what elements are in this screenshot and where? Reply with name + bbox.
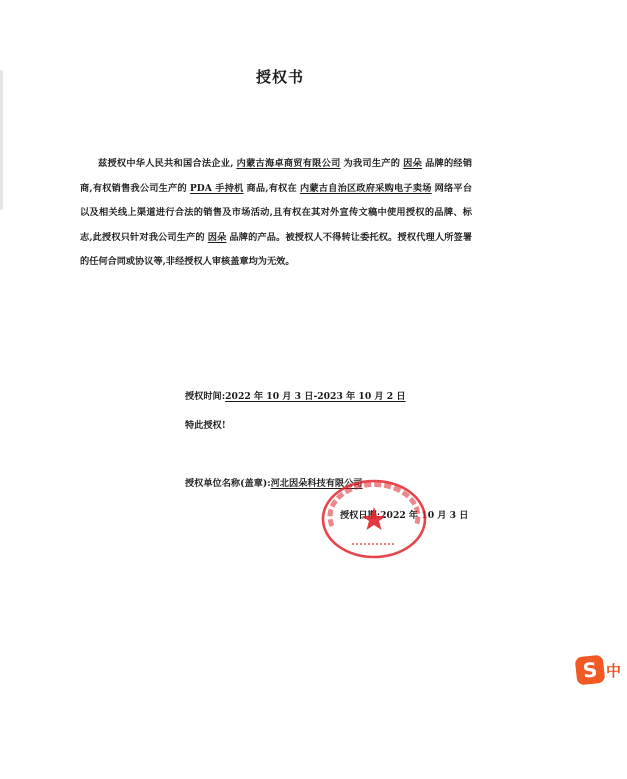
body-sentence-6: 品牌的产品。被授权人不得转让委托权。授权代理人所签署的任何合同或协议等,非经授权人审核盖章均为无效。 bbox=[80, 231, 473, 268]
ime-language-toggle[interactable]: 中 bbox=[606, 661, 622, 680]
body-sentence-2: 为我司生产的 bbox=[343, 158, 401, 169]
brand-name-2: 因朵 bbox=[207, 231, 227, 243]
period-value: 2022 年 10 月 3 日-2023 年 10 月 2 日 bbox=[225, 391, 406, 402]
company-seal-stamp bbox=[318, 478, 430, 560]
document-title: 授权书 bbox=[255, 68, 304, 86]
date-value: 2022 年 10 月 3 日 bbox=[380, 510, 469, 521]
ime-indicator[interactable] bbox=[576, 654, 627, 686]
body-sentence-3: 品牌的经销商,有权销售我公司生产的 bbox=[80, 158, 473, 194]
date-label: 授权日期: bbox=[340, 510, 381, 521]
special-authorization: 特此授权! bbox=[185, 420, 226, 431]
scan-edge-shadow bbox=[0, 70, 3, 210]
grantor-label: 授权单位名称(盖章): bbox=[185, 478, 271, 489]
brand-name: 因朵 bbox=[403, 158, 423, 169]
sogou-ime-icon[interactable]: S bbox=[575, 655, 606, 686]
grantor-name: 河北因朵科技有限公司 bbox=[270, 478, 363, 489]
body-sentence-4: 商品,有权在 bbox=[246, 182, 297, 194]
period-label: 授权时间: bbox=[185, 391, 226, 402]
product-name: PDA 手持机 bbox=[189, 182, 244, 194]
body-sentence-5: 网络平台以及相关线上渠道进行合法的销售及市场活动,且有权在其对外宣传文稿中使用授权的品牌、标志,此授权只针对我公司生产的 bbox=[80, 182, 473, 243]
sales-platform: 内蒙古自治区政府采购电子卖场 bbox=[299, 182, 432, 194]
authorized-company: 内蒙古海卓商贸有限公司 bbox=[236, 158, 341, 169]
body-sentence-1: 兹授权中华人民共和国合法企业, bbox=[98, 158, 234, 169]
document-body bbox=[80, 152, 472, 275]
authorization-period bbox=[185, 388, 406, 402]
